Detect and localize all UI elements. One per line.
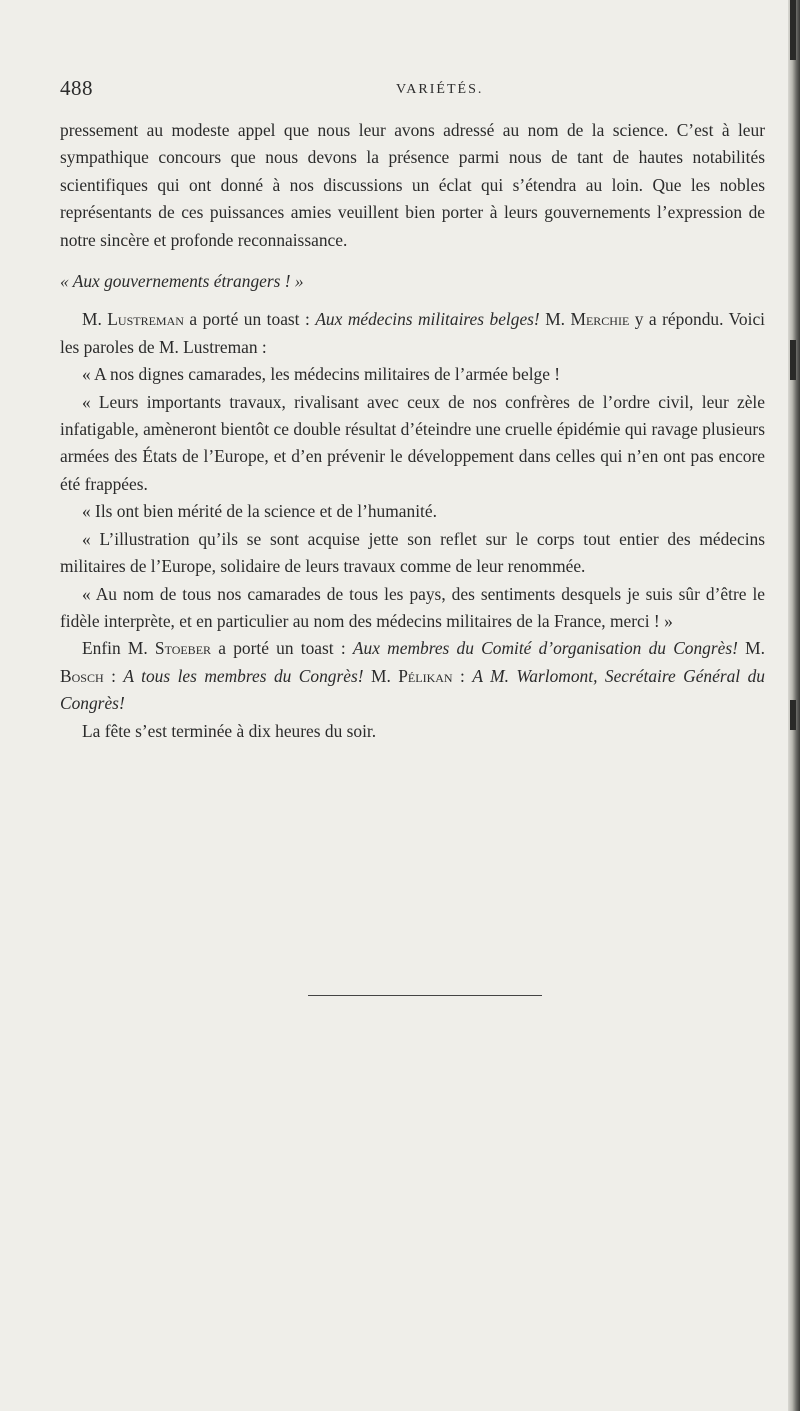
text-fragment: a porté un toast : — [183, 309, 316, 330]
section-divider-rule — [308, 995, 542, 996]
page-header — [60, 76, 760, 104]
running-head: VARIÉTÉS. — [396, 82, 484, 97]
text-fragment: a porté un toast : — [211, 638, 353, 659]
edge-mark — [790, 700, 796, 730]
body-text — [60, 117, 765, 745]
text-fragment: y a répondu. Voici les paroles de M. Lustreman : — [60, 309, 766, 357]
page-number: 488 — [60, 76, 93, 100]
page-edge-shadow — [788, 0, 800, 1411]
text-fragment: M. — [539, 309, 571, 330]
text-fragment: M. — [82, 309, 108, 330]
paragraph-lustreman-toast — [60, 306, 765, 361]
paragraph-closing: La fête s’est terminée à dix heures du soir. — [82, 720, 377, 741]
paragraph-thanks: pressement au modeste appel que nous leur avons adressé au nom de la science. C’est à leur sympathique concours que nous devons la présence parmi nous de tant de hautes notabilités scientifiques qui ont donné à nos discussions un éclat qui s’étendra au loin. Que les nobles représentants de ces puissances amies veuillent bien porter à leurs gouvernements l’expression de notre sincère et profonde reconnaissance. — [60, 120, 765, 250]
quote-line-1: « A nos dignes camarades, les médecins militaires de l’armée belge ! — [82, 364, 561, 385]
quote-line-2: « Leurs importants travaux, rivalisant avec ceux de nos confrères de l’ordre civil, leur zèle infatigable, amèneront bientôt ce double résultat d’éteindre une cruelle épidémie qui ravage plusieurs armées des États de l’Europe, et d’en prévenir le développement dans celles qui n’en ont pas encore été frappées. — [60, 391, 765, 494]
quote-line-5: « Au nom de tous nos camarades de tous les pays, des sentiments desquels je suis sûr d’être le fidèle interprète, et en particulier au nom des médecins militaires de la France, merci ! » — [60, 583, 765, 631]
toast-heading — [60, 268, 765, 295]
paragraph-final-toasts — [60, 635, 765, 717]
toast-members: A tous les membres du Congrès! — [123, 665, 364, 686]
name-pelikan: Pélikan — [398, 665, 453, 686]
text-fragment: M. — [363, 665, 399, 686]
quote-line-4: « L’illustration qu’ils se sont acquise jette son reflet sur le corps tout entier des médecins militaires de l’Europe, solidaire de leurs travaux comme de leur renommée. — [60, 528, 765, 577]
text-fragment: Enfin M. — [82, 638, 155, 659]
edge-mark — [790, 0, 796, 60]
toast-heading-text: « Aux gouvernements étrangers ! » — [60, 271, 304, 292]
quote-line-3: « Ils ont bien mérité de la science et de l’humanité. — [82, 501, 437, 522]
name-merchie: Merchie — [570, 309, 630, 330]
text-fragment: M. — [737, 638, 765, 659]
toast-warlomont: A M. Warlomont, Secrétaire Général du Congrès! — [60, 665, 765, 714]
name-bosch: Bosch — [60, 665, 104, 686]
edge-mark — [790, 340, 796, 380]
text-fragment: : — [103, 665, 124, 686]
toast-committee: Aux membres du Comité d’organisation du Congrès! — [352, 638, 738, 659]
text-fragment: : — [452, 665, 473, 686]
name-stoeber: Stoeber — [154, 638, 212, 659]
name-lustreman: Lustreman — [107, 309, 184, 330]
toast-military-doctors: Aux médecins militaires belges! — [315, 309, 540, 330]
